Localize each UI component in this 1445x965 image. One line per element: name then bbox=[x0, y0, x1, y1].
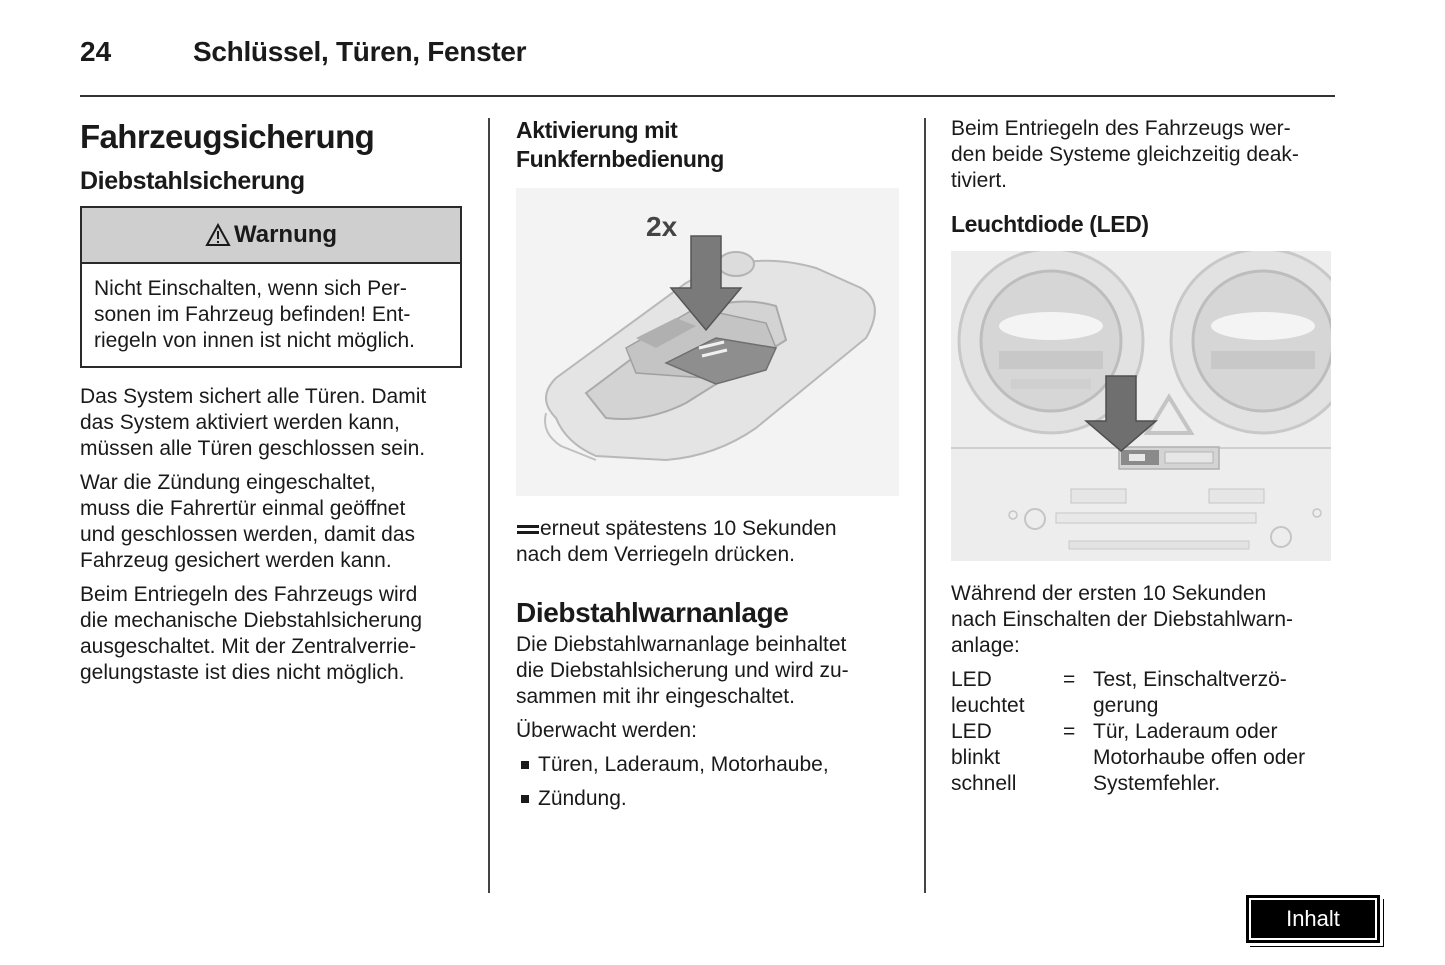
warning-line: riegeln von innen ist nicht möglich. bbox=[94, 329, 416, 352]
text-line: Während der ersten 10 Sekunden bbox=[951, 582, 1267, 605]
inhalt-button[interactable]: Inhalt bbox=[1246, 895, 1380, 943]
paragraph bbox=[80, 384, 470, 462]
list-item-text: Zündung. bbox=[538, 787, 627, 810]
led-status-table bbox=[951, 667, 1341, 797]
heading-line: Funkfernbedienung bbox=[516, 146, 724, 172]
figure-label-2x: 2x bbox=[646, 211, 678, 242]
led-label-line: leuchtet bbox=[951, 694, 1025, 717]
heading-line: Aktivierung mit bbox=[516, 117, 678, 143]
text-line: gelungstaste ist dies nicht möglich. bbox=[80, 661, 405, 684]
chapter-title: Schlüssel, Türen, Fenster bbox=[193, 36, 527, 67]
warning-title: Warnung bbox=[233, 221, 338, 248]
led-description bbox=[1093, 719, 1341, 797]
text-line: das System aktiviert werden kann, bbox=[80, 411, 400, 434]
list-item bbox=[516, 786, 906, 812]
led-description bbox=[1093, 667, 1341, 719]
warning-box bbox=[80, 206, 462, 368]
led-label-line: blinkt bbox=[951, 746, 1001, 769]
text-line: tiviert. bbox=[951, 169, 1008, 192]
paragraph bbox=[951, 581, 1341, 659]
column-divider-1 bbox=[488, 118, 490, 893]
list-item-text: Türen, Laderaum, Motorhaube, bbox=[538, 753, 829, 776]
column-3 bbox=[951, 116, 1341, 797]
text-line: War die Zündung eingeschaltet, bbox=[80, 471, 376, 494]
text-line: die Diebstahlsicherung und wird zu- bbox=[516, 659, 849, 682]
text-line: und geschlossen werden, damit das bbox=[80, 523, 416, 546]
text-line: ausgeschaltet. Mit der Zentralverrie- bbox=[80, 635, 417, 658]
column-divider-2 bbox=[924, 118, 926, 893]
list-item bbox=[516, 752, 906, 778]
led-desc-line: Systemfehler. bbox=[1093, 772, 1221, 795]
subheading-diebstahlsicherung: Diebstahlsicherung bbox=[80, 167, 305, 195]
paragraph bbox=[80, 582, 470, 686]
led-desc-line: gerung bbox=[1093, 694, 1159, 717]
lock-button-symbol-icon bbox=[516, 522, 540, 536]
warning-triangle-icon bbox=[205, 223, 231, 247]
caption-text: erneut spätestens 10 Sekunden bbox=[540, 517, 837, 540]
caption-line: nach dem Verriegeln drücken. bbox=[516, 543, 795, 566]
warning-line: sonen im Fahrzeug befinden! Ent- bbox=[94, 303, 411, 326]
text-line: müssen alle Türen geschlossen sein. bbox=[80, 437, 426, 460]
dashboard-led-illustration bbox=[951, 251, 1331, 561]
caption-line bbox=[516, 516, 906, 542]
section-heading-fahrzeugsicherung: Fahrzeugsicherung bbox=[80, 118, 375, 155]
monitored-label: Überwacht werden: bbox=[516, 719, 697, 742]
heading-diebstahlwarnanlage: Diebstahlwarnanlage bbox=[516, 597, 789, 628]
warning-line: Nicht Einschalten, wenn sich Per- bbox=[94, 277, 407, 300]
heading-leuchtdiode: Leuchtdiode (LED) bbox=[951, 211, 1149, 237]
text-line: die mechanische Diebstahlsicherung bbox=[80, 609, 423, 632]
header-rule bbox=[80, 95, 1335, 97]
page-number: 24 bbox=[80, 36, 112, 67]
figure-caption bbox=[516, 516, 906, 568]
text-line: Beim Entriegeln des Fahrzeugs wer- bbox=[951, 117, 1291, 140]
text-line: anlage: bbox=[951, 634, 1020, 657]
text-line: sammen mit ihr eingeschaltet. bbox=[516, 685, 795, 708]
text-line: nach Einschalten der Diebstahlwarn- bbox=[951, 608, 1294, 631]
led-label-line: LED bbox=[951, 668, 992, 691]
led-desc-line: Motorhaube offen oder bbox=[1093, 746, 1306, 769]
led-desc-line: Test, Einschaltverzö- bbox=[1093, 668, 1287, 691]
warning-text bbox=[82, 264, 460, 366]
led-label bbox=[951, 667, 1063, 719]
led-equals: = bbox=[1063, 720, 1076, 743]
text-line: Die Diebstahlwarnanlage beinhaltet bbox=[516, 633, 847, 656]
column-1 bbox=[80, 116, 470, 694]
led-desc-line: Tür, Laderaum oder bbox=[1093, 720, 1278, 743]
led-label-line: LED bbox=[951, 720, 992, 743]
bullet-square-icon bbox=[521, 795, 529, 803]
led-equals: = bbox=[1063, 668, 1076, 691]
text-line: Beim Entriegeln des Fahrzeugs wird bbox=[80, 583, 418, 606]
paragraph bbox=[516, 632, 906, 710]
heading-aktivierung bbox=[516, 116, 906, 174]
led-label bbox=[951, 719, 1063, 797]
column-2 bbox=[516, 116, 906, 820]
text-line: muss die Fahrertür einmal geöffnet bbox=[80, 497, 406, 520]
led-label-line: schnell bbox=[951, 772, 1017, 795]
bullet-square-icon bbox=[521, 761, 529, 769]
text-line: Das System sichert alle Türen. Damit bbox=[80, 385, 427, 408]
remote-key-illustration bbox=[516, 188, 899, 496]
paragraph bbox=[80, 470, 470, 574]
paragraph bbox=[951, 116, 1341, 194]
text-line: den beide Systeme gleichzeitig deak- bbox=[951, 143, 1299, 166]
warning-header bbox=[82, 208, 460, 264]
text-line: Fahrzeug gesichert werden kann. bbox=[80, 549, 392, 572]
